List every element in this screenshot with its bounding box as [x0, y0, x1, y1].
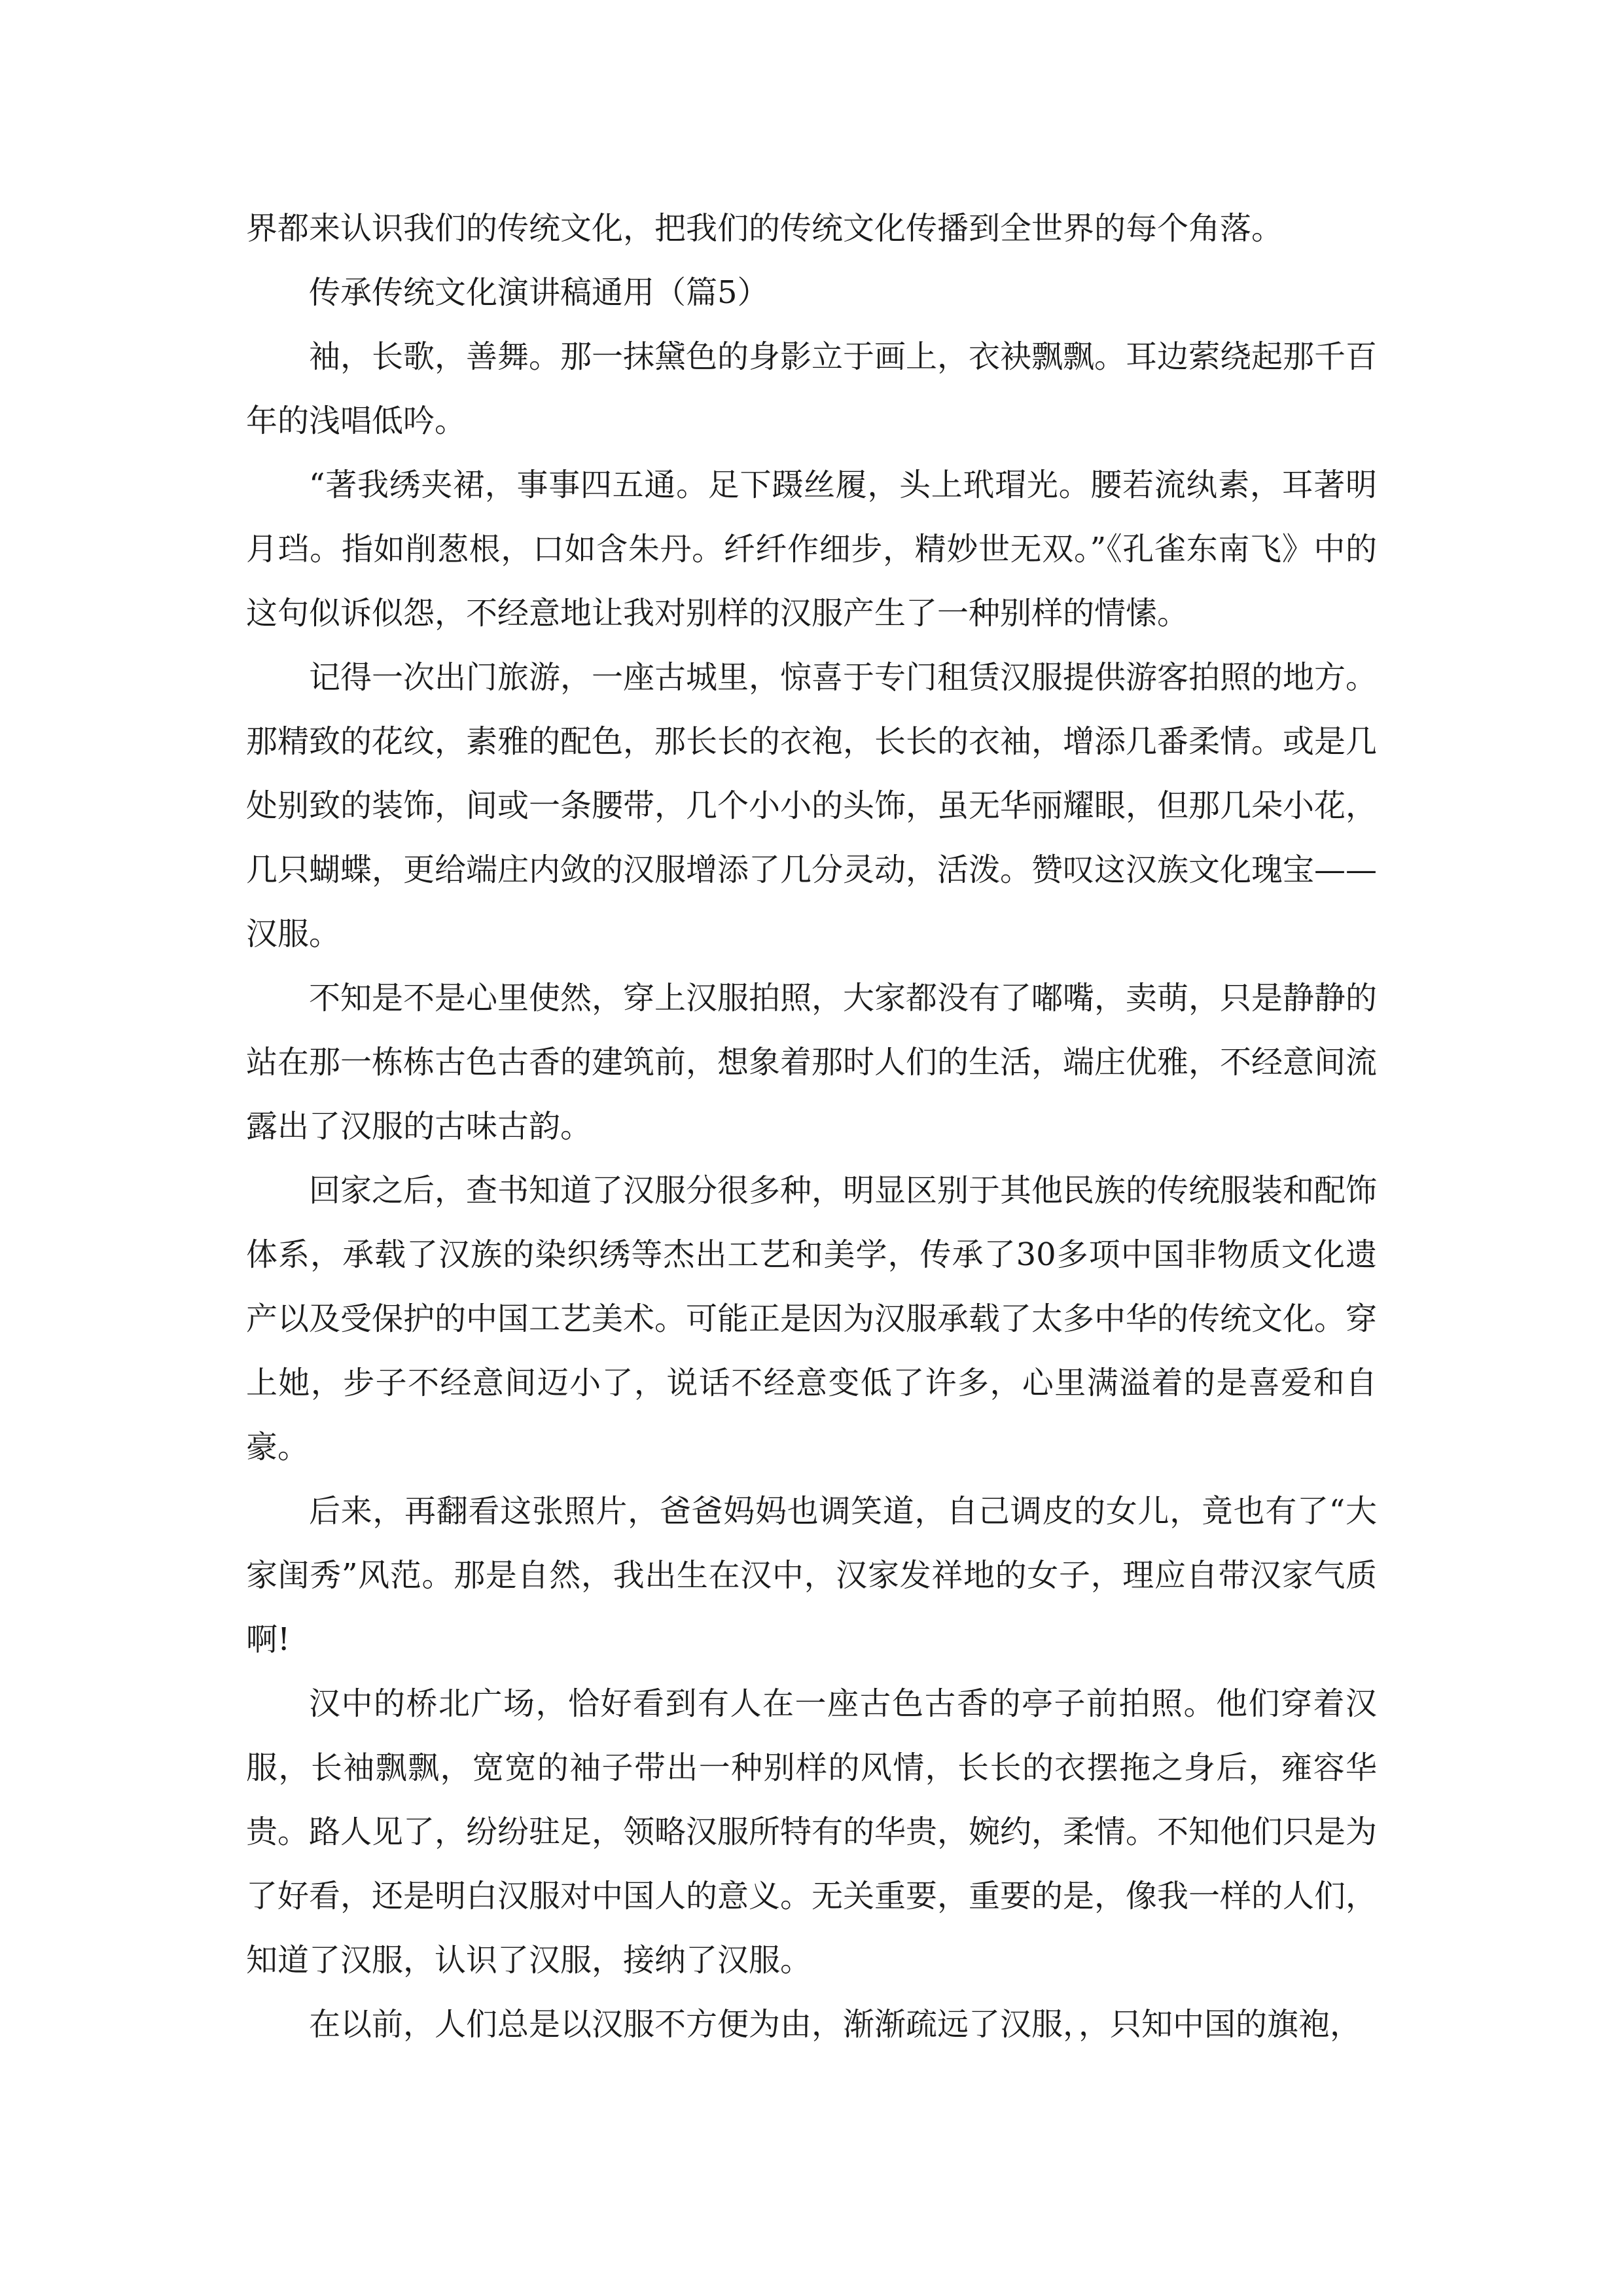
paragraph: 回家之后，查书知道了汉服分很多种，明显区别于其他民族的传统服装和配饰体系，承载了汉族的染织绣等杰出工艺和美学，传承了30多项中国非物质文化遗产以及受保护的中国工艺美术。可能正是因为汉服承载了太多中华的传统文化。穿上她，步子不经意间迈小了，说话不经意变低了许多，心里满溢着的是喜爱和自豪。: [246, 1172, 1378, 1465]
paragraph: 袖，长歌，善舞。那一抹黛色的身影立于画上，衣袂飘飘。耳边萦绕起那千百年的浅唱低吟。: [246, 338, 1378, 439]
paragraph: 在以前，人们总是以汉服不方便为由，渐渐疏远了汉服，，只知中国的旗袍，: [309, 2006, 1362, 2043]
paragraph: “著我绣夹裙，事事四五通。足下蹑丝履，头上玳瑁光。腰若流纨素，耳著明月珰。指如削葱根，口如含朱丹。纤纤作细步，精妙世无双。”《孔雀东南飞》中的这句似诉似怨，不经意地让我对别样的汉服产生了一种别样的情愫。: [246, 467, 1377, 632]
paragraph: 界都来认识我们的传统文化，把我们的传统文化传播到全世界的每个角落。: [246, 210, 1283, 247]
section-heading: 传承传统文化演讲稿通用（篇5）: [309, 274, 769, 311]
paragraph: 记得一次出门旅游，一座古城里，惊喜于专门租赁汉服提供游客拍照的地方。那精致的花纹，素雅的配色，那长长的衣袍，长长的衣袖，增添几番柔情。或是几处别致的装饰，间或一条腰带，几个小小的头饰，虽无华丽耀眼，但那几朵小花，几只蝴蝶，更给端庄内敛的汉服增添了几分灵动，活泼。赞叹这汉族文化瑰宝——汉服。: [246, 659, 1378, 952]
paragraph: 后来，再翻看这张照片，爸爸妈妈也调笑道，自己调皮的女儿，竟也有了“大家闺秀”风范。那是自然，我出生在汉中，汉家发祥地的女子，理应自带汉家气质啊!: [246, 1493, 1377, 1658]
document-body: [246, 196, 1377, 2056]
paragraph: 不知是不是心里使然，穿上汉服拍照，大家都没有了嘟嘴，卖萌，只是静静的站在那一栋栋古色古香的建筑前，想象着那时人们的生活，端庄优雅，不经意间流露出了汉服的古味古韵。: [246, 980, 1378, 1145]
paragraph: 汉中的桥北广场，恰好看到有人在一座古色古香的亭子前拍照。他们穿着汉服，长袖飘飘，宽宽的袖子带出一种别样的风情，长长的衣摆拖之身后，雍容华贵。路人见了，纷纷驻足，领略汉服所特有的华贵，婉约，柔情。不知他们只是为了好看，还是明白汉服对中国人的意义。无关重要，重要的是，像我一样的人们，知道了汉服，认识了汉服，接纳了汉服。: [246, 1685, 1378, 1979]
